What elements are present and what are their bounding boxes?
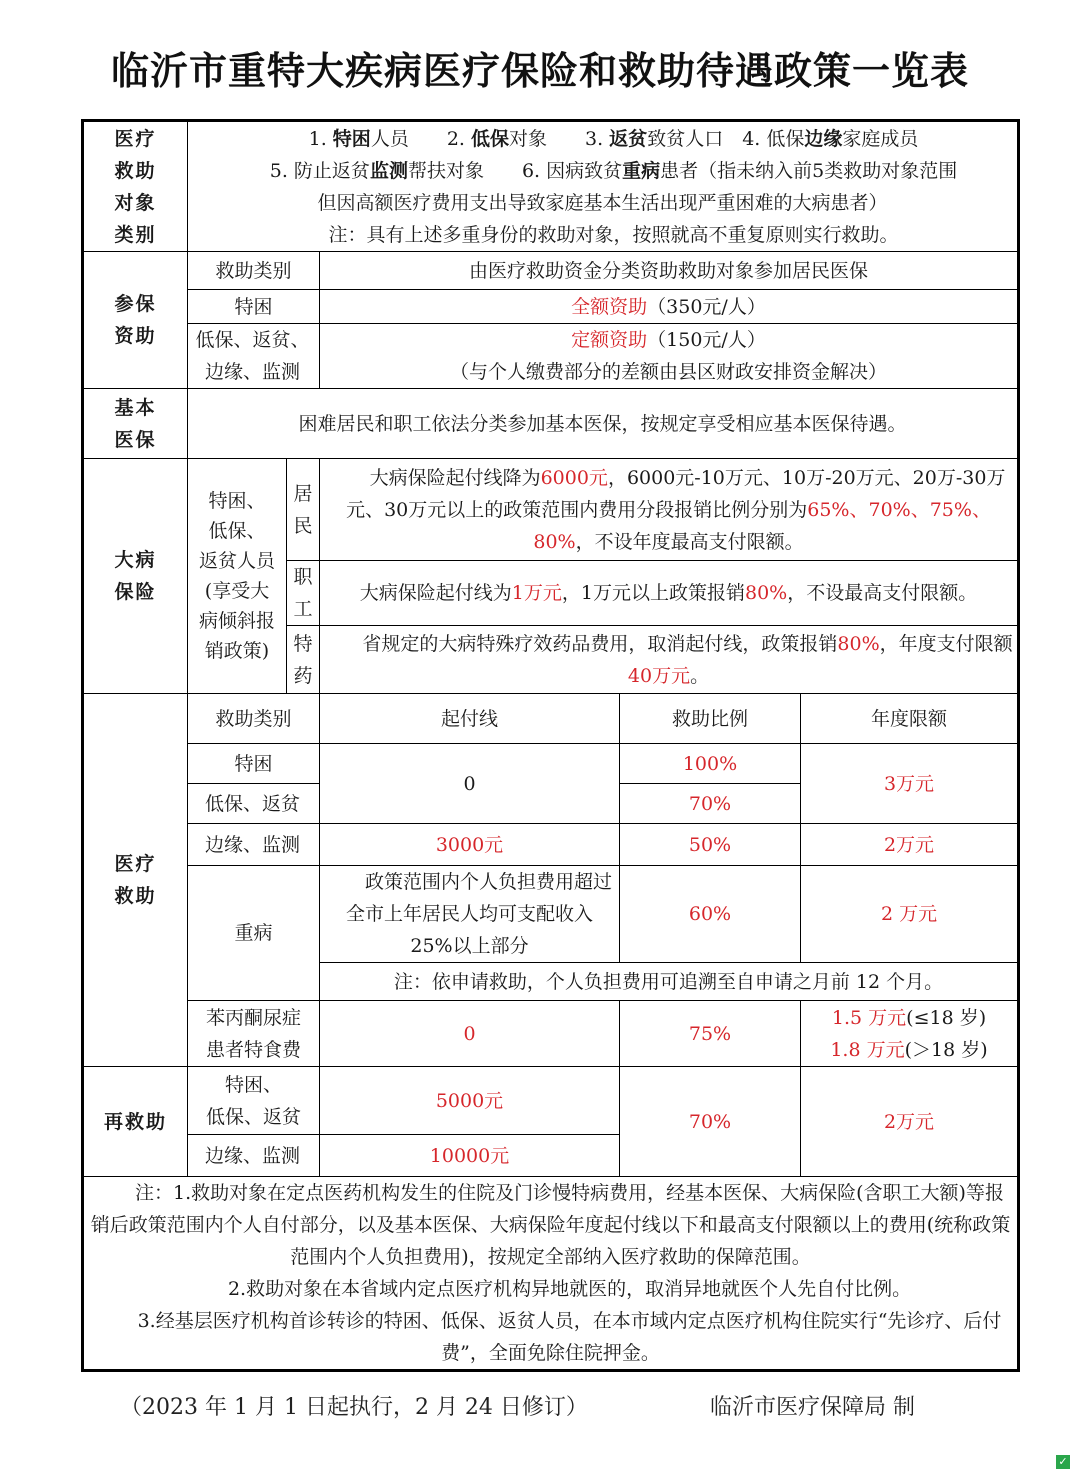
aid-ratio-dibao: 70% bbox=[620, 784, 801, 824]
aid-ratio-tekun: 100% bbox=[620, 744, 801, 784]
aid-threshold-bianyuan: 3000元 bbox=[320, 824, 620, 866]
enrollment-cat-dibao: 低保、返贫、 边缘、监测 bbox=[188, 324, 320, 389]
enrollment-header-desc: 由医疗救助资金分类资助救助对象参加居民医保 bbox=[320, 252, 1019, 290]
target-line-2: 5. 防止返贫监测帮扶对象 6. 因病致贫重病患者（指未纳入前5类救助对象范围 bbox=[269, 159, 958, 182]
enrollment-header-row bbox=[83, 252, 1019, 290]
check-icon: ✓ bbox=[1056, 1455, 1070, 1469]
re-aid-cat-2: 边缘、监测 bbox=[188, 1135, 320, 1177]
enrollment-row-dibao bbox=[83, 324, 1019, 389]
critical-row-resident bbox=[83, 459, 1019, 561]
re-aid-threshold-2: 10000元 bbox=[320, 1135, 620, 1177]
footer bbox=[120, 1390, 980, 1421]
enrollment-header-category: 救助类别 bbox=[188, 252, 320, 290]
aid-limit-pku: 1.5 万元(≤18 岁) 1.8 万元(＞18 岁) bbox=[801, 1001, 1019, 1067]
aid-row-tekun bbox=[83, 744, 1019, 784]
section-label-aid: 医疗 救助 bbox=[83, 694, 188, 1067]
aid-row-bianyuan bbox=[83, 824, 1019, 866]
policy-table bbox=[81, 119, 1020, 1372]
aid-header-limit: 年度限额 bbox=[801, 694, 1019, 744]
footer-date: （2023 年 1 月 1 日起执行，2 月 24 日修订） bbox=[120, 1395, 588, 1420]
aid-header-threshold: 起付线 bbox=[320, 694, 620, 744]
section-label-target: 医疗 救助 对象 类别 bbox=[83, 121, 188, 252]
critical-employee-text: 大病保险起付线为1万元，1万元以上政策报销80%，不设最高支付限额。 bbox=[320, 561, 1019, 626]
section-target-row bbox=[83, 121, 1019, 252]
re-aid-row-1 bbox=[83, 1067, 1019, 1135]
aid-ratio-pku: 75% bbox=[620, 1001, 801, 1067]
section-label-re-aid: 再救助 bbox=[83, 1067, 188, 1177]
aid-cat-dibao: 低保、返贫 bbox=[188, 784, 320, 824]
aid-cat-zhongbing: 重病 bbox=[188, 866, 320, 1001]
enrollment-subsidy-fixed: 定额资助（150元/人） （与个人缴费部分的差额由县区财政安排资金解决） bbox=[320, 324, 1019, 389]
target-line-3: 但因高额医疗费用支出导致家庭基本生活出现严重困难的大病患者） bbox=[317, 191, 888, 214]
critical-resident-text: 大病保险起付线降为6000元，6000元-10万元、10万-20万元、20万-30万元、30万元以上的政策范围内费用分段报销比例分别为65%、70%、75%、80%，不设年度最高支付限额。 bbox=[320, 459, 1019, 561]
aid-ratio-zhongbing: 60% bbox=[620, 866, 801, 963]
re-aid-threshold-1: 5000元 bbox=[320, 1067, 620, 1135]
critical-group: 特困、 低保、 返贫人员 (享受大 病倾斜报 销政策) bbox=[188, 459, 287, 694]
aid-row-zhongbing bbox=[83, 866, 1019, 963]
aid-limit-bianyuan: 2万元 bbox=[801, 824, 1019, 866]
aid-cat-bianyuan: 边缘、监测 bbox=[188, 824, 320, 866]
aid-cat-pku: 苯丙酮尿症 患者特食费 bbox=[188, 1001, 320, 1067]
critical-cat-drug: 特 药 bbox=[287, 626, 320, 694]
basic-insurance-row bbox=[83, 389, 1019, 459]
footer-org: 临沂市医疗保障局 制 bbox=[710, 1395, 915, 1420]
target-line-1: 1. 特困人员 2. 低保对象 3. 返贫致贫人口 4. 低保边缘家庭成员 bbox=[308, 127, 919, 150]
target-categories bbox=[188, 121, 1019, 252]
aid-header-category: 救助类别 bbox=[188, 694, 320, 744]
section-label-basic: 基本 医保 bbox=[83, 389, 188, 459]
notes-cell bbox=[83, 1177, 1019, 1371]
notes-row bbox=[83, 1177, 1019, 1371]
note-3: 3.经基层医疗机构首诊转诊的特困、低保、返贫人员，在本市域内定点医疗机构住院实行“先诊疗、后付费”，全面免除住院押金。 bbox=[137, 1310, 1002, 1364]
critical-cat-resident: 居 民 bbox=[287, 459, 320, 561]
note-1: 注：1.救助对象在定点医药机构发生的住院及门诊慢特病费用，经基本医保、大病保险(含职工大额)等报销后政策范围内个人自付部分，以及基本医保、大病保险年度起付线以下和最高支付限额以上的费用(统称政策范围内个人负担费用)，按规定全部纳入医疗救助的保障范围。 bbox=[90, 1182, 1011, 1268]
aid-limit-zhongbing: 2 万元 bbox=[801, 866, 1019, 963]
re-aid-ratio: 70% bbox=[620, 1067, 801, 1177]
note-2: 2.救助对象在本省域内定点医疗机构异地就医的，取消异地就医个人先自付比例。 bbox=[227, 1278, 912, 1300]
enrollment-cat-tekun: 特困 bbox=[188, 290, 320, 324]
enrollment-subsidy-full: 全额资助（350元/人） bbox=[320, 290, 1019, 324]
re-aid-cat-1: 特困、 低保、返贫 bbox=[188, 1067, 320, 1135]
critical-drug-text: 省规定的大病特殊疗效药品费用，取消起付线，政策报销80%，年度支付限额40万元。 bbox=[320, 626, 1019, 694]
section-label-critical: 大病 保险 bbox=[83, 459, 188, 694]
aid-header-row bbox=[83, 694, 1019, 744]
aid-limit-tekun-dibao: 3万元 bbox=[801, 744, 1019, 824]
aid-threshold-tekun-dibao: 0 bbox=[320, 744, 620, 824]
critical-cat-employee: 职 工 bbox=[287, 561, 320, 626]
aid-threshold-zhongbing: 政策范围内个人负担费用超过全市上年居民人均可支配收入 25%以上部分 bbox=[320, 866, 620, 963]
page-title: 临沂市重特大疾病医疗保险和救助待遇政策一览表 bbox=[110, 49, 969, 93]
section-label-enrollment: 参保 资助 bbox=[83, 252, 188, 389]
aid-header-ratio: 救助比例 bbox=[620, 694, 801, 744]
aid-note: 注：依申请救助，个人负担费用可追溯至自申请之月前 12 个月。 bbox=[320, 963, 1019, 1001]
enrollment-row-tekun bbox=[83, 290, 1019, 324]
aid-cat-tekun: 特困 bbox=[188, 744, 320, 784]
aid-ratio-bianyuan: 50% bbox=[620, 824, 801, 866]
aid-threshold-pku: 0 bbox=[320, 1001, 620, 1067]
re-aid-limit: 2万元 bbox=[801, 1067, 1019, 1177]
basic-insurance-text: 困难居民和职工依法分类参加基本医保，按规定享受相应基本医保待遇。 bbox=[188, 389, 1019, 459]
target-note: 注：具有上述多重身份的救助对象，按照就高不重复原则实行救助。 bbox=[328, 223, 899, 246]
aid-row-pku bbox=[83, 1001, 1019, 1067]
